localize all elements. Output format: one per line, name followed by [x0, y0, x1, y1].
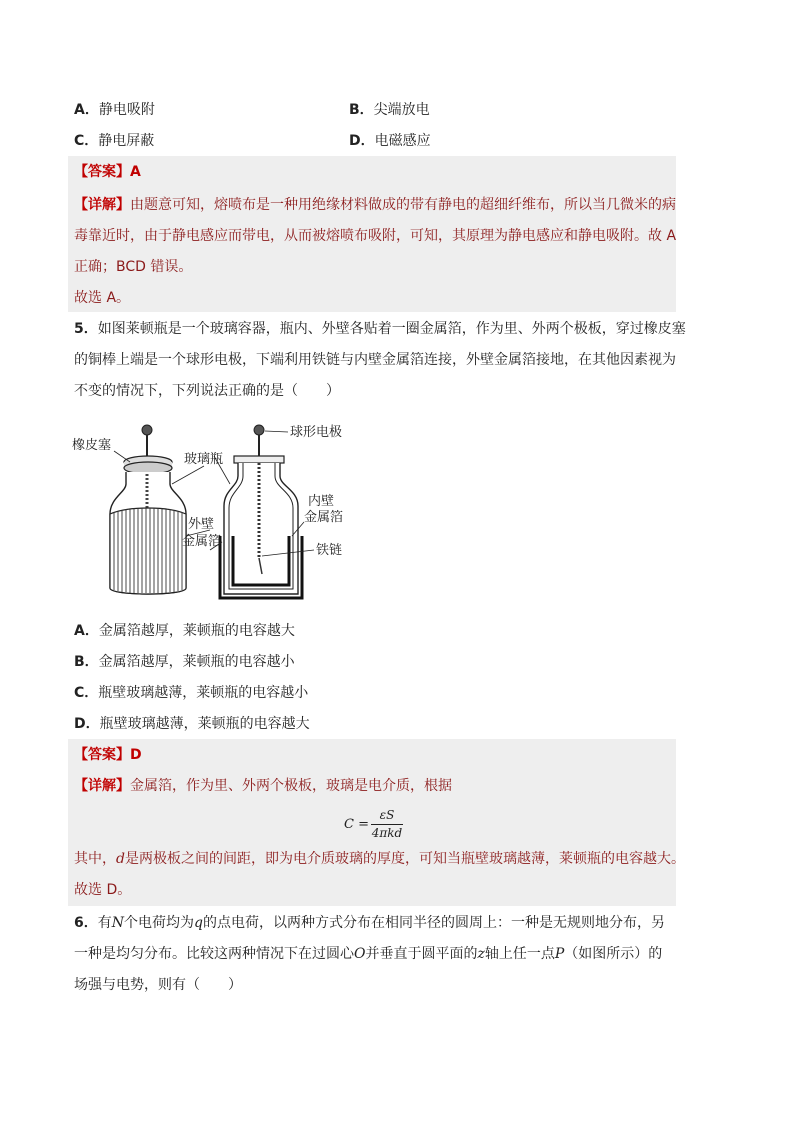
q6-line-1-c: 的点电荷，以两种方式分布在相同半径的圆周上：一种是无规则地分布，另 [202, 915, 665, 931]
q5-option-d-text: 瓶壁玻璃越薄，莱顿瓶的电容越大 [99, 716, 310, 732]
q5-detail-text: 金属箔，作为里、外两个极板，玻璃是电介质，根据 [130, 778, 452, 794]
q6-number: 6． [74, 915, 98, 931]
q4-option-b-text: 尖端放电 [373, 102, 430, 118]
formula-fraction-bar [371, 824, 403, 825]
q4-option-c-label: C． [74, 133, 99, 149]
label-ball-electrode: 球形电极 [290, 425, 343, 440]
label-stopper: 橡皮塞 [72, 438, 112, 453]
q5-stem-line-3: 不变的情况下，下列说法正确的是（ ） [74, 383, 340, 399]
q5-option-b-text: 金属箔越厚，莱顿瓶的电容越小 [98, 654, 295, 670]
q4-option-d-label: D． [349, 133, 375, 149]
q5-after-formula-prefix: 其中， [74, 851, 116, 867]
q5-stem-text-1: 如图莱顿瓶是一个玻璃容器，瓶内、外壁各贴着一圈金属箔，作为里、外两个极板，穿过橡皮塞 [97, 321, 686, 337]
label-outer-foil-1: 外壁 [188, 517, 215, 532]
q4-option-a [74, 100, 155, 120]
q4-conclusion: 故选 A。 [74, 290, 131, 306]
q6-line-3: 场强与电势，则有（ ） [74, 977, 242, 993]
q5-option-b [74, 652, 295, 672]
label-glass-bottle: 玻璃瓶 [184, 452, 224, 467]
q4-option-c-text: 静电屏蔽 [98, 133, 155, 149]
q5-option-d-label: D． [74, 716, 100, 732]
q6-line-2-a: 一种是均匀分布。比较这两种情况下在过圆心 [74, 946, 354, 962]
q6-var-o: O [354, 946, 366, 962]
q5-answer-value: D [130, 747, 142, 763]
label-outer-foil-2: 金属箔 [182, 534, 222, 549]
q5-option-c [74, 683, 308, 703]
q5-answer-tag: 【答案】 [74, 747, 130, 763]
q4-option-a-label: A． [74, 102, 99, 118]
leyden-jar-diagram [68, 418, 368, 608]
label-inner-foil-2: 金属箔 [304, 510, 344, 525]
q5-option-a-text: 金属箔越厚，莱顿瓶的电容越大 [98, 623, 295, 639]
q5-detail-line [74, 776, 452, 796]
label-inner-foil-1: 内壁 [308, 494, 335, 509]
q5-option-c-text: 瓶壁玻璃越薄，莱顿瓶的电容越小 [98, 685, 309, 701]
q4-detail-text-1: 由题意可知，熔喷布是一种用绝缘材料做成的带有静电的超细纤维布，所以当几微米的病 [130, 197, 676, 213]
q5-answer [74, 745, 142, 765]
q5-option-a-label: A． [74, 623, 99, 639]
left-jar [110, 425, 186, 594]
q6-line-2-b: 并垂直于圆平面的 [365, 946, 478, 962]
q6-line-1-a: 有 [97, 915, 112, 931]
q4-answer [74, 162, 141, 182]
q6-line-2-d: （如图所示）的 [564, 946, 663, 962]
q5-option-c-label: C． [74, 685, 99, 701]
q4-option-b-label: B． [349, 102, 374, 118]
q4-option-d [349, 131, 431, 151]
q4-option-a-text: 静电吸附 [98, 102, 155, 118]
q5-after-formula-rest: 是两极板之间的间距，即为电介质玻璃的厚度，可知当瓶壁玻璃越薄，莱顿瓶的电容越大。 [124, 851, 685, 867]
q5-option-a [74, 621, 295, 641]
q5-option-b-label: B． [74, 654, 99, 670]
right-jar [220, 425, 302, 598]
q4-option-b [349, 100, 430, 120]
q5-stem-line-2: 的铜棒上端是一个球形电极，下端利用铁链与内壁金属箔连接，外壁金属箔接地，在其他因素视为 [74, 352, 676, 368]
capacitance-formula [344, 808, 424, 842]
q5-option-d [74, 714, 310, 734]
q6-var-p: P [554, 946, 565, 962]
q4-detail-line-1 [74, 195, 676, 215]
q6-line-2-c: 轴上任一点 [484, 946, 555, 962]
q6-line-2 [74, 944, 662, 964]
formula-numerator: εS [379, 808, 395, 822]
q4-option-d-text: 电磁感应 [374, 133, 431, 149]
label-chain: 铁链 [316, 543, 343, 558]
q4-answer-tag: 【答案】 [74, 164, 130, 180]
q4-detail-tag: 【详解】 [74, 197, 130, 213]
q4-option-c [74, 131, 154, 151]
q5-stem-line-1 [74, 319, 686, 339]
q4-answer-value: A [130, 164, 141, 180]
q6-var-q: q [194, 915, 203, 931]
formula-denominator: 4πkd [371, 826, 403, 840]
q5-after-formula [74, 849, 685, 869]
q4-detail-line-2: 毒靠近时，由于静电感应而带电，从而被熔喷布吸附，可知，其原理为静电感应和静电吸附。故 A [74, 228, 677, 244]
q5-var-d: d [116, 851, 125, 867]
q6-var-n: N [111, 915, 124, 931]
q5-conclusion: 故选 D。 [74, 882, 132, 898]
q6-var-z: z [477, 946, 485, 962]
q5-detail-tag: 【详解】 [74, 778, 130, 794]
formula-lhs: C = [344, 817, 369, 832]
q4-detail-line-3: 正确；BCD 错误。 [74, 259, 193, 275]
q6-line-1-b: 个电荷均为 [124, 915, 194, 931]
q5-number: 5． [74, 321, 98, 337]
q6-line-1 [74, 913, 665, 933]
